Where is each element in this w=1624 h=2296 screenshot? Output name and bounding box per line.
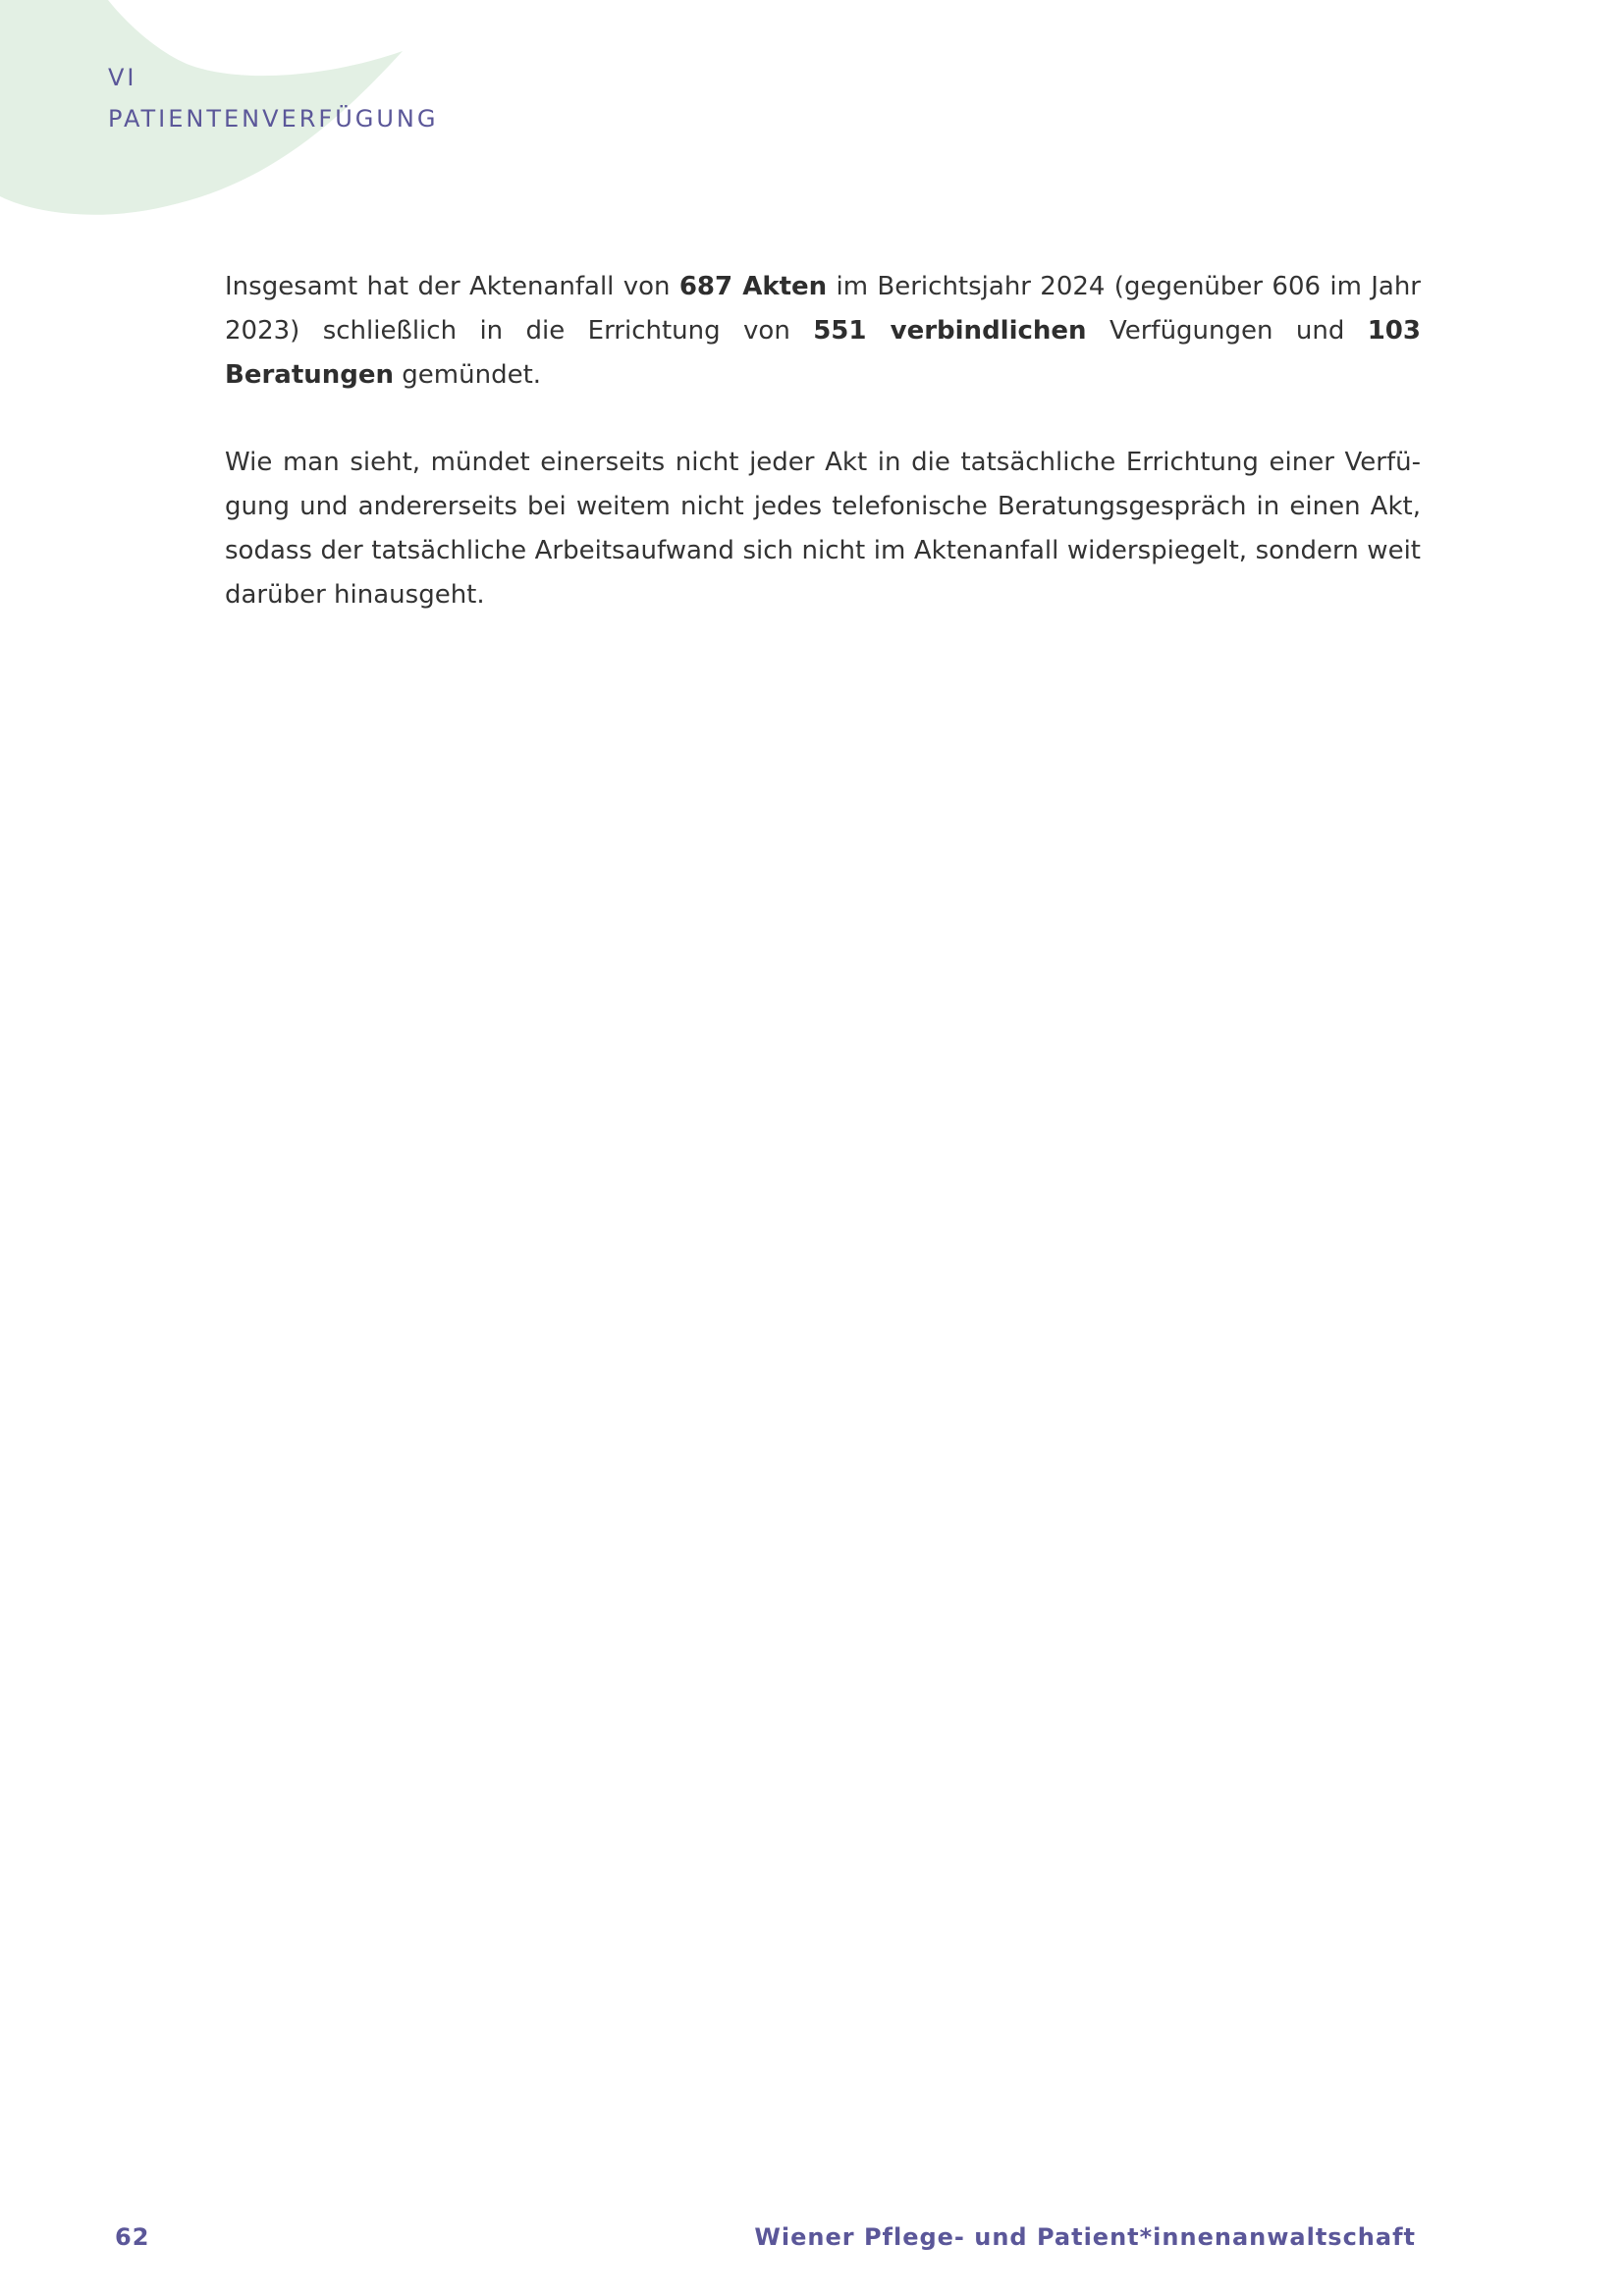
main-text xyxy=(225,265,1421,661)
highlight-binding-directives: 551 verbindlichen xyxy=(813,316,1087,346)
publication-title: Wiener Pflege- und Patient*innenanwaltschaft xyxy=(754,2223,1416,2251)
chapter-title: PATIENTENVERFÜGUNG xyxy=(108,105,439,133)
chapter-heading xyxy=(108,57,438,139)
paragraph-case-statistics: Insgesamt hat der Aktenanfall von 687 Akten im Berichtsjahr 2024 (gegenüber 606 im Jahr 2023) schließlich in die Errichtung von 551 verbindlichen Verfügungen und 103 Beratungen gemündet. xyxy=(225,272,1421,390)
page-number: 62 xyxy=(115,2223,150,2251)
highlight-consultations: 103 Beratungen xyxy=(225,316,1421,390)
paragraph-workload: Wie man sieht, mündet einerseits nicht jeder Akt in die tatsächliche Errichtung einer Verfügung und andererseits bei weitem nicht jedes telefonische Beratungsgespräch in einen Akt, sodass der tatsächliche Arbeitsaufwand sich nicht im Aktenanfall widerspiegelt, sondern weit darüber hinausgeht. xyxy=(225,448,1421,610)
chapter-number: VI xyxy=(108,64,137,91)
highlight-files-count: 687 Akten xyxy=(678,272,828,301)
